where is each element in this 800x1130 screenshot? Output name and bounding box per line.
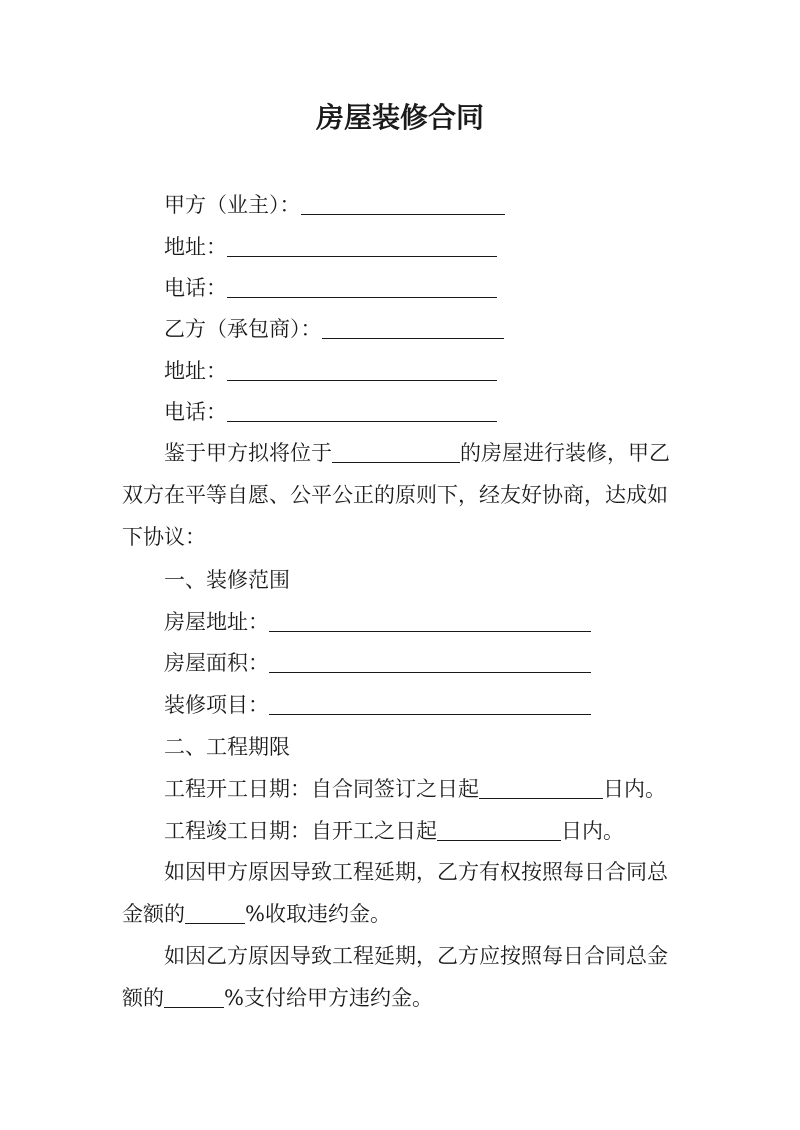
house-area-blank[interactable] xyxy=(269,650,591,673)
house-area-row xyxy=(164,648,591,678)
delay-a-line-2 xyxy=(122,899,391,929)
renovation-items-blank[interactable] xyxy=(269,692,591,715)
party-b-blank[interactable] xyxy=(322,316,504,339)
party-b-address-row xyxy=(164,356,497,386)
party-a-phone-blank[interactable] xyxy=(227,275,497,298)
start-date-suffix: 日内。 xyxy=(603,777,666,801)
party-a-address-row xyxy=(164,232,497,262)
delay-b-part1: 额的 xyxy=(122,986,164,1010)
end-date-suffix: 日内。 xyxy=(561,819,624,843)
party-a-blank[interactable] xyxy=(301,192,505,215)
party-b-phone-row xyxy=(164,397,497,427)
delay-a-part2: %收取违约金。 xyxy=(245,902,391,926)
party-a-row xyxy=(164,190,505,220)
preamble-line-2: 双方在平等自愿、公平公正的原则下，经友好协商，达成如 xyxy=(122,483,668,507)
preamble-part2: 的房屋进行装修，甲乙 xyxy=(460,441,670,465)
party-a-label: 甲方（业主）： xyxy=(164,193,301,217)
party-b-phone-label: 电话： xyxy=(164,400,227,424)
preamble-line-1 xyxy=(164,438,670,468)
preamble-part1: 鉴于甲方拟将位于 xyxy=(164,441,332,465)
section-1-heading: 一、装修范围 xyxy=(164,568,290,592)
delay-b-line-2 xyxy=(122,983,433,1013)
start-days-blank[interactable] xyxy=(479,776,603,799)
party-a-address-blank[interactable] xyxy=(227,234,497,257)
property-location-blank[interactable] xyxy=(332,440,460,463)
end-date-text: 工程竣工日期：自开工之日起 xyxy=(164,819,437,843)
party-b-address-blank[interactable] xyxy=(227,358,497,381)
house-address-row xyxy=(164,607,591,637)
end-days-blank[interactable] xyxy=(437,818,561,841)
party-a-phone-label: 电话： xyxy=(164,276,227,300)
house-area-label: 房屋面积： xyxy=(164,651,269,675)
party-b-label: 乙方（承包商）： xyxy=(164,317,322,341)
house-address-label: 房屋地址： xyxy=(164,610,269,634)
section-2-heading: 二、工程期限 xyxy=(164,735,290,759)
delay-a-line-1: 如因甲方原因导致工程延期，乙方有权按照每日合同总 xyxy=(164,860,668,884)
document-title: 房屋装修合同 xyxy=(315,101,484,134)
delay-a-percent-blank[interactable] xyxy=(185,901,245,924)
delay-b-percent-blank[interactable] xyxy=(164,985,224,1008)
renovation-items-label: 装修项目： xyxy=(164,693,269,717)
end-date-row xyxy=(164,816,624,846)
house-address-blank[interactable] xyxy=(269,609,591,632)
delay-b-part2: %支付给甲方违约金。 xyxy=(224,986,433,1010)
party-a-phone-row xyxy=(164,273,497,303)
party-b-row xyxy=(164,314,504,344)
preamble-line-3: 下协议： xyxy=(122,525,206,549)
delay-b-line-1: 如因乙方原因导致工程延期，乙方应按照每日合同总金 xyxy=(164,944,668,968)
party-a-address-label: 地址： xyxy=(164,235,227,259)
delay-a-part1: 金额的 xyxy=(122,902,185,926)
party-b-address-label: 地址： xyxy=(164,359,227,383)
start-date-text: 工程开工日期：自合同签订之日起 xyxy=(164,777,479,801)
start-date-row xyxy=(164,774,666,804)
party-b-phone-blank[interactable] xyxy=(227,399,497,422)
renovation-items-row xyxy=(164,690,591,720)
